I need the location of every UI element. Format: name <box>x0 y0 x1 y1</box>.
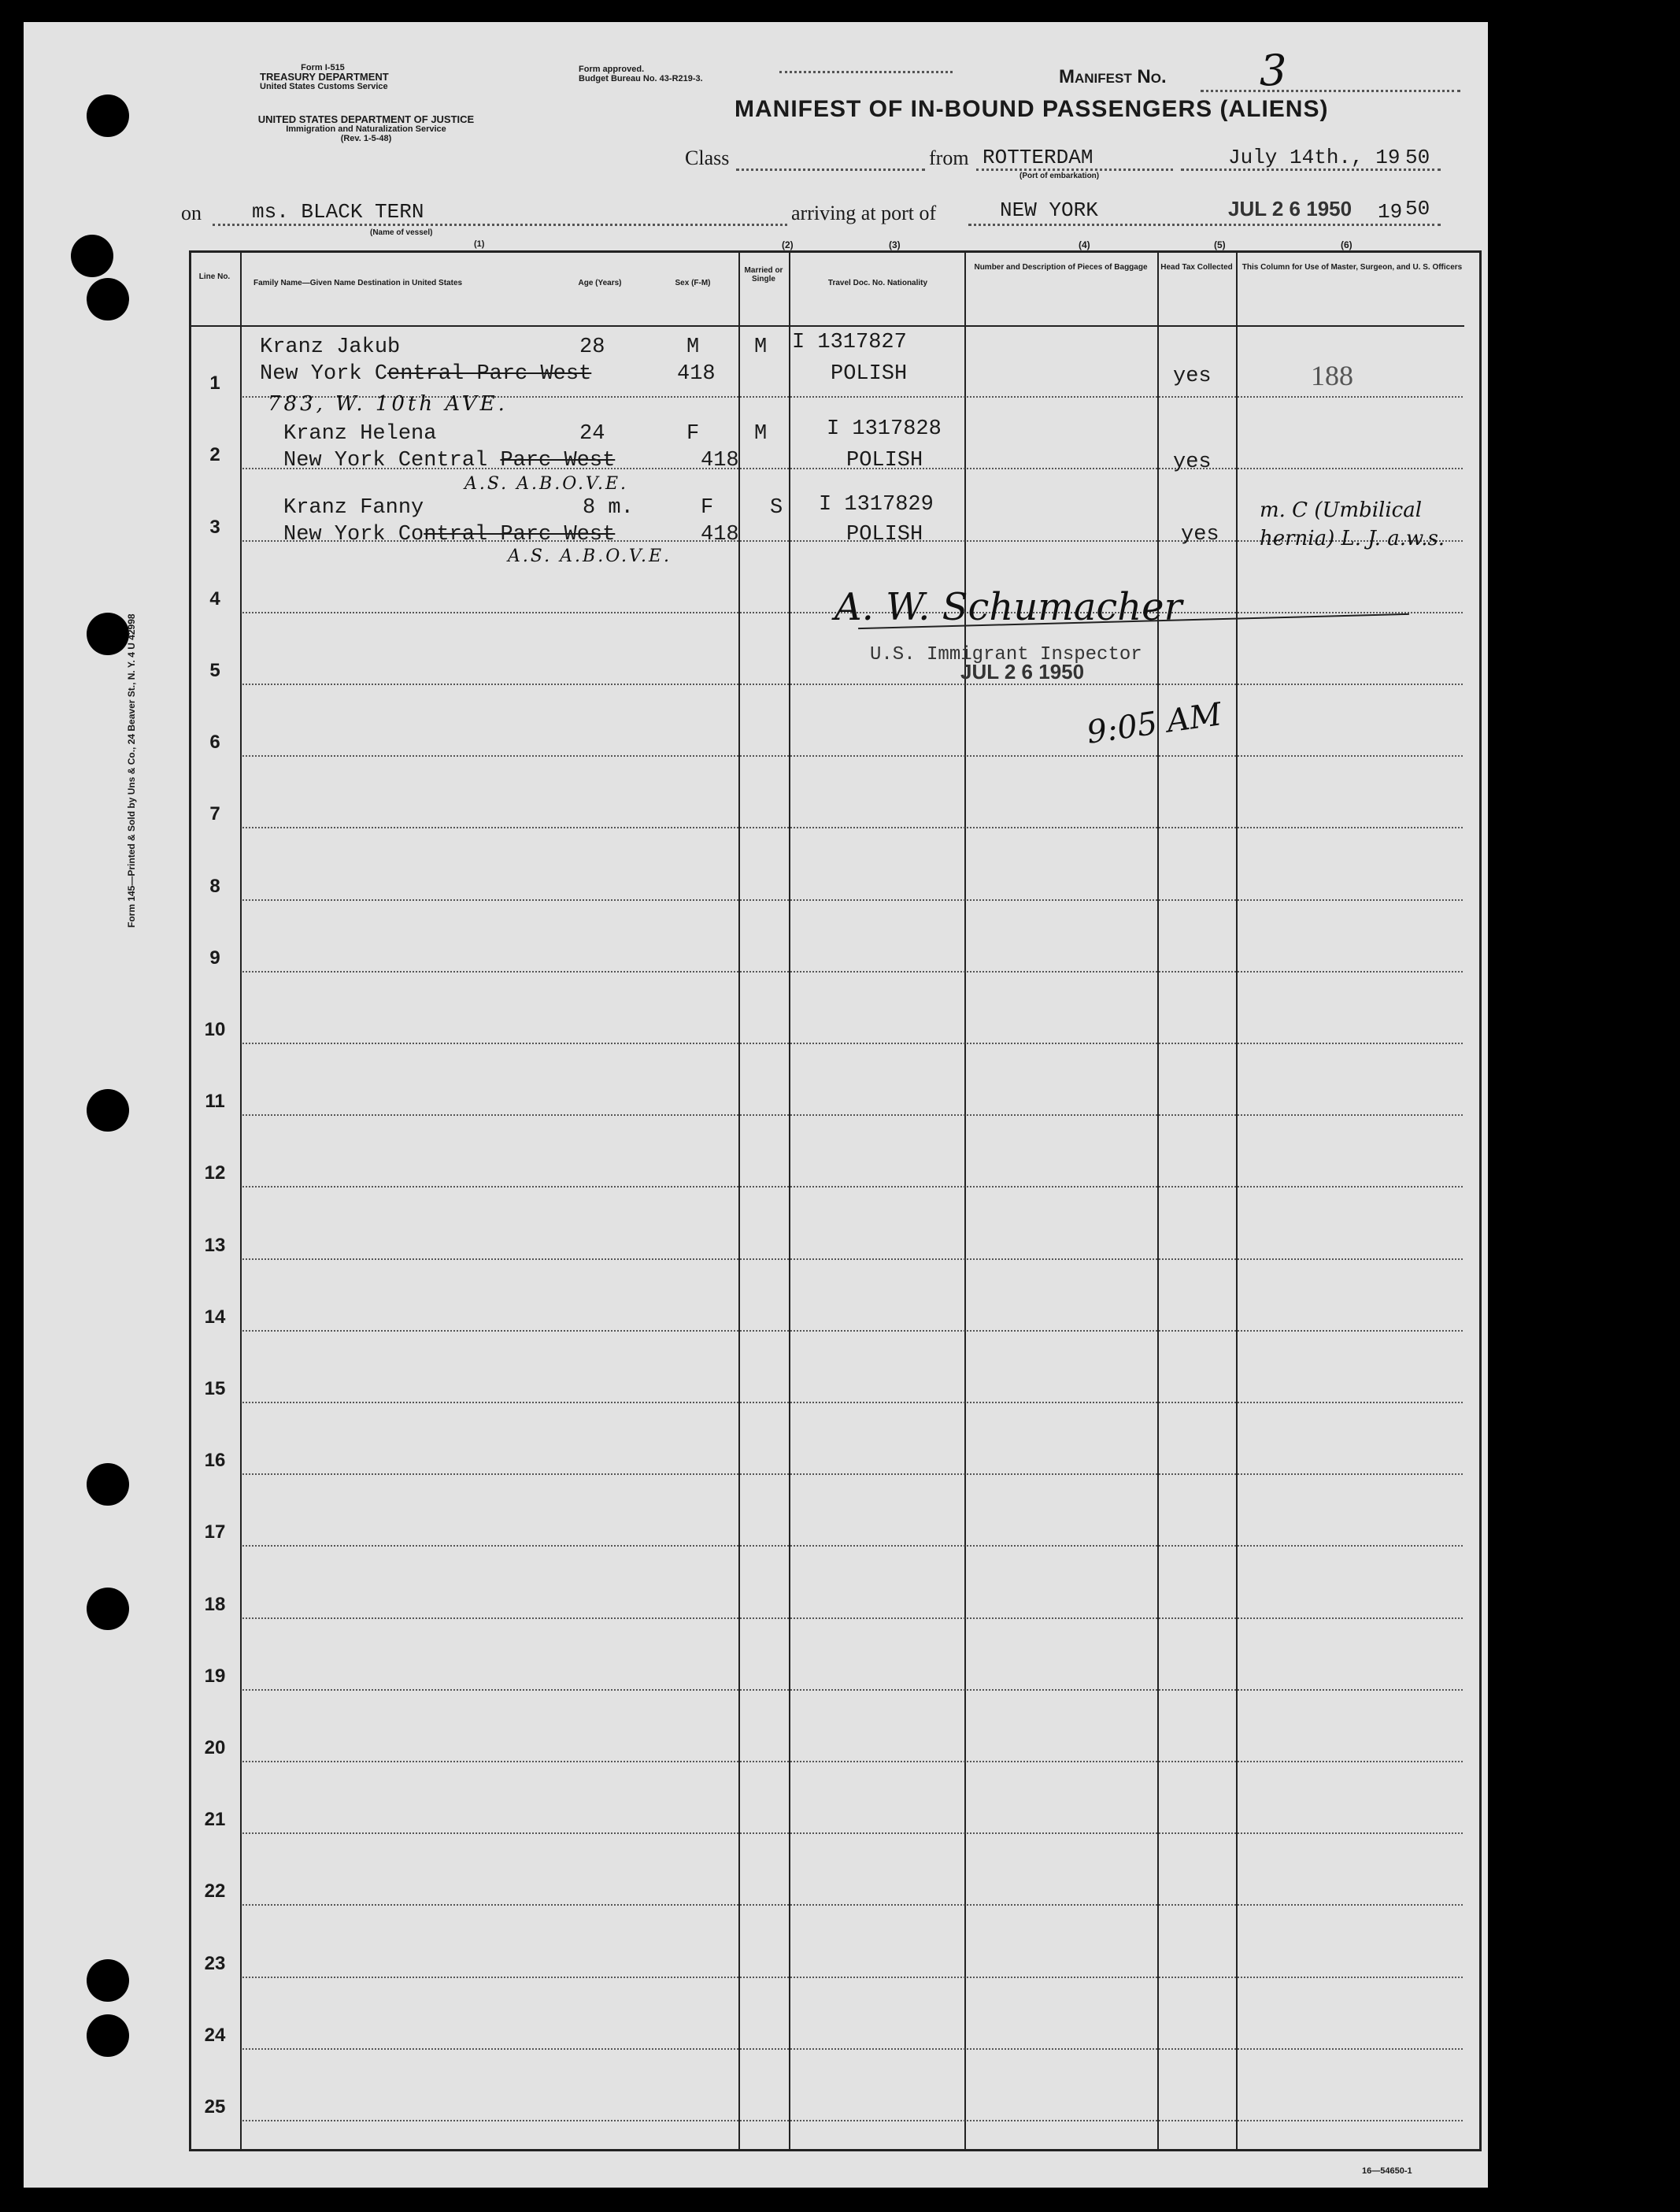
col-number-1: (1) <box>474 239 485 249</box>
passenger-1-nationality: POLISH <box>831 362 908 386</box>
passenger-2-dest-code: 418 <box>701 449 739 472</box>
row-dotted-line <box>242 899 1463 901</box>
row-dotted-line <box>242 971 1463 973</box>
line-number: 21 <box>204 1809 226 1831</box>
col-divider <box>1157 250 1159 2150</box>
vessel-dots <box>213 224 787 226</box>
budget-bureau: Budget Bureau No. 43-R219-3. <box>579 74 703 83</box>
inspection-date-stamp: JUL 2 6 1950 <box>960 660 1085 684</box>
header-married: Married or Single <box>744 266 783 283</box>
line-number: 20 <box>204 1737 226 1758</box>
passenger-2-head-tax: yes <box>1173 450 1212 474</box>
row-dotted-line <box>242 1689 1463 1691</box>
passenger-1-doc: I 1317827 <box>792 331 907 354</box>
passenger-1-handwritten-address: 783, W. 10th AVE. <box>268 392 508 416</box>
binder-hole <box>87 1089 129 1132</box>
passenger-3-sex: F <box>701 496 714 520</box>
col-divider <box>1236 250 1238 2150</box>
col-number-6: (6) <box>1341 239 1353 250</box>
line-number: 24 <box>204 2024 226 2046</box>
form-number <box>260 63 389 91</box>
passenger-1-sex: M <box>686 335 700 359</box>
arrival-year-prefix: 19 <box>1378 200 1403 224</box>
line-number: 22 <box>204 1880 226 1903</box>
port-dots <box>968 224 1441 226</box>
on-label: on <box>181 202 202 224</box>
passenger-3-marital: S <box>770 496 783 520</box>
binder-hole <box>87 1959 129 2002</box>
row-dotted-line <box>242 1114 1463 1116</box>
departure-date: July 14th., 19 <box>1228 146 1401 169</box>
arrival-date-stamp: JUL 2 6 1950 <box>1228 197 1353 220</box>
row-dotted-line <box>242 827 1463 828</box>
row-dotted-line <box>242 1545 1463 1547</box>
passenger-3-destination <box>283 523 615 547</box>
row-dotted-line <box>242 1617 1463 1619</box>
header-line-no: Line No. <box>198 272 231 281</box>
passenger-1-destination <box>260 362 591 386</box>
passenger-3-age: 8 m. <box>583 496 634 520</box>
line-number: 17 <box>204 1521 226 1543</box>
header-travel-doc: Travel Doc. No. Nationality <box>827 279 928 287</box>
binder-hole <box>87 1588 129 1630</box>
justice-dept: UNITED STATES DEPARTMENT OF JUSTICE <box>257 113 475 125</box>
passenger-2-nationality: POLISH <box>846 449 923 472</box>
vessel-name: ms. BLACK TERN <box>252 200 424 224</box>
binder-hole <box>87 2014 129 2057</box>
departure-year: 50 <box>1405 146 1430 169</box>
inspector-signature: A. W. Schumacher <box>834 585 1182 629</box>
binder-hole <box>87 613 129 655</box>
treasury-dept: TREASURY DEPARTMENT <box>260 71 389 83</box>
destination-struck: ntral Parc West <box>424 523 616 547</box>
customs-service: United States Customs Service <box>260 82 388 91</box>
passenger-3-officer-medical-note: m. C (Umbilical hernia) L. J. a.w.s. <box>1260 498 1445 550</box>
passenger-1-dest-code: 418 <box>677 362 716 386</box>
line-number: 4 <box>209 587 220 610</box>
form-approved: Form approved. <box>579 65 645 74</box>
header-baggage: Number and Description of Pieces of Baggage <box>974 263 1148 272</box>
col-number-2: (2) <box>782 239 794 250</box>
embark-caption: (Port of embarkation) <box>1019 172 1100 180</box>
passenger-2-sex: F <box>686 422 700 446</box>
destination-struck: Parc West <box>500 449 616 472</box>
row-dotted-line <box>242 1761 1463 1762</box>
line-number: 19 <box>204 1665 226 1687</box>
passenger-2-age: 24 <box>579 422 605 446</box>
row-dotted-line <box>242 684 1463 685</box>
header-name: Family Name—Given Name Destination in United States <box>253 279 463 287</box>
col-divider <box>240 250 242 2150</box>
vessel-caption: (Name of vessel) <box>370 228 433 237</box>
row-dotted-line <box>242 2048 1463 2050</box>
manifest-number: 3 <box>1260 46 1287 95</box>
row-dotted-line <box>242 1832 1463 1834</box>
line-number: 13 <box>204 1234 226 1256</box>
manifest-label: Manifest No. <box>1059 66 1167 87</box>
class-label: Class <box>685 146 730 169</box>
row-dotted-line <box>242 1186 1463 1188</box>
passenger-1-marital: M <box>754 335 768 359</box>
binder-hole <box>87 94 129 137</box>
inspection-time: 9:05 AM <box>1084 696 1224 751</box>
line-number: 15 <box>204 1378 226 1399</box>
passenger-2-doc: I 1317828 <box>827 417 942 441</box>
line-number: 25 <box>204 2096 226 2118</box>
row-dotted-line <box>242 1473 1463 1475</box>
col-divider <box>964 250 966 2150</box>
line-number: 11 <box>205 1091 225 1113</box>
row-dotted-line <box>242 1904 1463 1906</box>
arrival-year: 50 <box>1405 197 1430 220</box>
passenger-2-name: Kranz Helena <box>283 422 437 446</box>
row-dotted-line <box>242 1258 1463 1260</box>
passenger-1-name: Kranz Jakub <box>260 335 401 359</box>
document-title: MANIFEST OF IN-BOUND PASSENGERS (ALIENS) <box>735 96 1329 122</box>
line-number: 14 <box>204 1306 226 1328</box>
header-age: Age (Years) <box>578 279 622 287</box>
header-sex: Sex (F-M) <box>675 279 711 287</box>
line-number: 3 <box>209 516 220 538</box>
line-number: 2 <box>209 444 220 466</box>
passenger-3-doc: I 1317829 <box>819 493 934 517</box>
destination-text: New York Co <box>283 523 424 547</box>
from-port: ROTTERDAM <box>982 146 1093 169</box>
from-label: from <box>929 146 969 169</box>
header-officers: This Column for Use of Master, Surgeon, and U. S. Officers <box>1241 263 1463 272</box>
form-id: Form I-515 <box>301 63 345 72</box>
passenger-3-nationality: POLISH <box>846 523 923 547</box>
passenger-2-handwritten-address: A.S. A.B.O.V.E. <box>464 474 629 494</box>
line-number: 1 <box>209 372 220 395</box>
row-dotted-line <box>242 1330 1463 1332</box>
line-number: 7 <box>209 803 220 825</box>
line-number: 16 <box>204 1450 226 1472</box>
approval-block <box>579 65 703 83</box>
col-number-4: (4) <box>1079 239 1090 250</box>
manifest-sheet <box>24 22 1488 2188</box>
binder-hole <box>87 278 129 320</box>
line-number: 6 <box>209 732 220 754</box>
col-divider <box>789 250 790 2150</box>
passenger-2-marital: M <box>754 422 768 446</box>
header-head-tax: Head Tax Collected <box>1160 263 1233 272</box>
row-dotted-line <box>242 2120 1463 2121</box>
col-number-5: (5) <box>1214 239 1226 250</box>
line-number: 5 <box>209 660 220 681</box>
row-dotted-line <box>242 755 1463 757</box>
line-number: 10 <box>204 1019 226 1040</box>
manifest-no-dots <box>1201 90 1460 92</box>
inspector-title: U.S. Immigrant Inspector <box>870 644 1142 665</box>
passenger-1-officer-number: 188 <box>1311 360 1353 391</box>
approval-dots <box>779 71 953 73</box>
binder-hole <box>87 1463 129 1506</box>
destination-text: New York Central <box>283 449 501 472</box>
arriving-label: arriving at port of <box>791 202 937 224</box>
passenger-1-age: 28 <box>579 335 605 359</box>
row-dotted-line <box>242 1402 1463 1403</box>
passenger-1-head-tax: yes <box>1173 365 1212 388</box>
passenger-3-head-tax: yes <box>1181 523 1219 547</box>
row-dotted-line <box>242 1977 1463 1978</box>
destination-struck: entral Parc West <box>387 362 592 386</box>
line-number: 8 <box>209 875 220 897</box>
passenger-3-dest-code: 418 <box>701 523 739 547</box>
revision: (Rev. 1-5-48) <box>340 134 392 143</box>
row-dotted-line <box>242 1043 1463 1044</box>
class-dots <box>736 169 925 171</box>
justice-block <box>181 115 551 143</box>
side-printer-text: Form 145—Printed & Sold by Uns & Co., 24 Beaver St., N. Y. 4 U 42998 <box>126 613 137 928</box>
destination-text: New York C <box>260 362 388 386</box>
header-rule <box>189 325 1464 327</box>
passenger-2-destination <box>283 449 615 472</box>
passenger-3-handwritten-address: A.S. A.B.O.V.E. <box>508 547 672 566</box>
col-number-3: (3) <box>889 239 901 250</box>
passenger-3-name: Kranz Fanny <box>283 496 424 520</box>
footer-code: 16—54650-1 <box>1362 2166 1412 2176</box>
arrival-port: NEW YORK <box>1000 198 1098 222</box>
line-number: 18 <box>204 1593 226 1615</box>
line-number: 9 <box>209 947 220 969</box>
line-number: 23 <box>204 1952 226 1974</box>
line-number: 12 <box>204 1162 226 1184</box>
binder-hole <box>71 235 113 277</box>
ins-service: Immigration and Naturalization Service <box>286 124 446 134</box>
